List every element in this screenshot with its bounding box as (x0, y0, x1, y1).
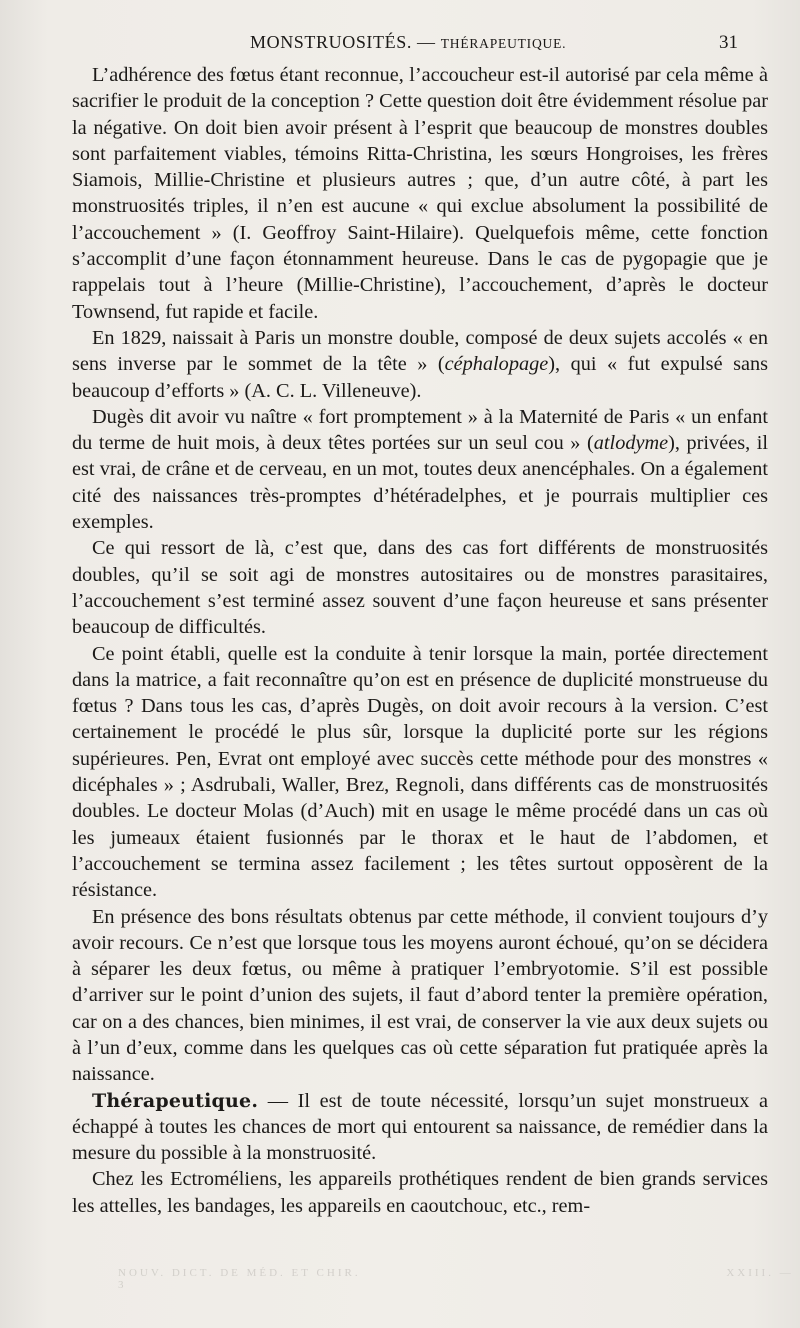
running-title: MONSTRUOSITÉS. — (250, 32, 436, 52)
paragraph: Thérapeutique. — Il est de toute nécessité, lorsqu’un sujet monstrueux a échappé à toutes les chances de mort qui entourent sa naissance, de remédier dans la mesure du possible à la monstruosité. (72, 1089, 768, 1165)
body-text (72, 62, 768, 1219)
italic-term: céphalopage (444, 353, 549, 376)
paragraph: Chez les Ectroméliens, les appareils prothétiques rendent de bien grands services les attelles, les bandages, les appareils en caoutchouc, etc., rem- (72, 1168, 768, 1217)
paragraph: Ce qui ressort de là, c’est que, dans des cas fort différents de monstruosités doubles, qu’il se soit agi de monstres autositaires ou de monstres parasitaires, l’accouchement s’est terminé assez souvent d’une façon heureuse et sans présenter beaucoup de difficultés. (72, 537, 768, 639)
paragraph: L’adhérence des fœtus étant reconnue, l’accoucheur est-il autorisé par cela même à sacrifier le produit de la conception ? Cette question doit être évidemment résolue par la négative. On doit bien avoir présent à l’esprit que beaucoup de monstres doubles sont parfaitement viables, témoins Ritta-Christina, les sœurs Hongroises, les frères Siamois, Millie-Christine et plusieurs autres ; que, d’un autre côté, à part les monstruosités triples, il n’en est aucune « qui exclue absolument la possibilité de l’accouchement » (I. Geoffroy Saint-Hilaire). Quelquefois même, cette fonction s’accomplit d’une façon étonnamment heureuse. Dans le cas de pygopagie que je rappelais tout à l’heure (Millie-Christine), l’accouchement, d’après le docteur Townsend, fut rapide et facile. (72, 64, 768, 323)
paragraph: En présence des bons résultats obtenus par cette méthode, il convient toujours d’y avoir recours. Ce n’est que lorsque tous les moyens auront échoué, qu’on se décidera à séparer les deux fœtus, ou même à pratiquer l’embryotomie. S’il est possible d’arriver sur le point d’union des sujets, il faut d’abord tenter la première opération, car on a des chances, bien minimes, il est vrai, de conserver la vie aux deux sujets ou à l’un d’eux, comme dans les quelques cas où cette séparation fut pratiquée après la naissance. (72, 905, 768, 1086)
running-head (250, 32, 566, 53)
paragraph: Ce point établi, quelle est la conduite à tenir lorsque la main, portée directement dans la matrice, a fait reconnaître qu’on est en présence de duplicité monstrueuse du fœtus ? Dans tous les cas, d’après Dugès, on doit avoir recours à la version. C’est certainement le procédé le plus sûr, lorsque la duplicité porte sur les régions supérieures. Pen, Evrat ont employé avec succès cette méthode pour des monstres « dicéphales » ; Asdrubali, Waller, Brez, Regnoli, dans différents cas de monstruosités doubles. Le docteur Molas (d’Auch) mit en usage le même procédé dans un cas où les jumeaux étaient fusionnés par le thorax et le haut de l’abdomen, et l’accouchement se termina assez facilement ; les têtes surtout opposèrent de la résistance. (72, 642, 768, 902)
paragraph: Dugès dit avoir vu naître « fort promptement » à la Maternité de Paris « un enfant du terme de huit mois, à deux têtes portées sur un seul cou » (atlodyme), privées, il est vrai, de crâne et de cerveau, en un mot, toutes deux anencéphales. On a également cité des naissances très-promptes d’hétéradelphes, et je pourrais multiplier ces exemples. (72, 405, 769, 534)
imprint-text: NOUV. DICT. DE MÉD. ET CHIR. (118, 1267, 361, 1279)
page-number: 31 (719, 32, 738, 53)
signature-mark: XXIII. — 3 (118, 1267, 794, 1291)
signature-bleed-through (118, 1267, 800, 1291)
paragraph: En 1829, naissait à Paris un monstre double, composé de deux sujets accolés « en sens inverse par le sommet de la tête » (céphalopage), qui « fut expulsé sans beaucoup d’efforts » (A. C. L. Villeneuve). (72, 326, 768, 402)
running-subtitle: THÉRAPEUTIQUE. (440, 36, 567, 51)
section-heading: Thérapeutique. (92, 1089, 259, 1112)
italic-term: atlodyme (593, 432, 669, 455)
page-header (0, 30, 800, 60)
